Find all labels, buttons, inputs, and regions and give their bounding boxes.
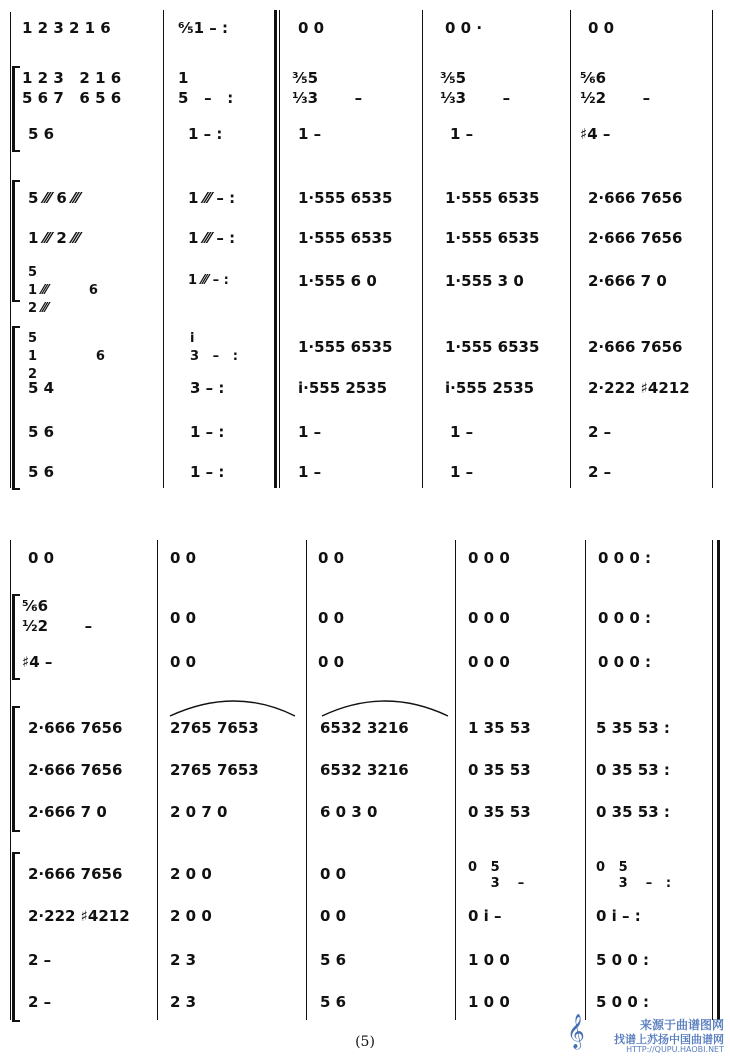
- measure: 1 5 – :: [178, 69, 234, 107]
- measure: 2·666 7656: [588, 189, 683, 207]
- measure: 2·222 ♯4212: [28, 907, 130, 925]
- watermark-line2: 找谱上苏扬中国曲谱网: [614, 1033, 724, 1046]
- measure: 2 0 0: [170, 907, 212, 925]
- measure: 0 0 0: [468, 609, 510, 627]
- measure: 1 –: [450, 125, 474, 143]
- measure: 5 4: [28, 379, 55, 397]
- measure: 2·666 7 0: [28, 803, 107, 821]
- staff-row: [0, 462, 730, 482]
- staff-row: [0, 330, 730, 382]
- measure: 2·666 7 0: [588, 272, 667, 290]
- measure: 1 –: [298, 463, 322, 481]
- staff-row: [0, 992, 730, 1012]
- measure: 1 ⁄⁄⁄ – :: [188, 273, 229, 288]
- measure: 1 –: [450, 423, 474, 441]
- measure: 2765 7653: [170, 719, 259, 737]
- staff-row: [0, 264, 730, 316]
- measure: 0 0 ·: [445, 19, 483, 37]
- measure: 0 35 53: [468, 761, 531, 779]
- measure: 1 2 3 2 1 6 5 6 7 6 5 6: [22, 69, 122, 107]
- measure: 5 0 0 :: [596, 993, 649, 1011]
- measure: 5 6: [320, 951, 347, 969]
- measure: 1 0 0: [468, 951, 510, 969]
- measure: 0 0 0 :: [598, 609, 651, 627]
- measure: 0 0: [298, 19, 325, 37]
- measure: 1 ⁄⁄⁄ – :: [188, 229, 236, 247]
- staff-row: [0, 124, 730, 144]
- staff-row: [0, 188, 730, 208]
- measure: 1 ⁄⁄⁄ 2 ⁄⁄⁄: [28, 229, 80, 247]
- watermark-line1: 来源于曲谱图网: [639, 1018, 724, 1032]
- measure: 3 – :: [190, 379, 225, 397]
- measure: 0 0: [170, 653, 197, 671]
- staff-row: [0, 68, 730, 108]
- measure: ³⁄₅5 ¹⁄₃3 –: [440, 69, 511, 107]
- staff-row: [0, 596, 730, 636]
- measure: 1·555 6535: [445, 229, 540, 247]
- measure: 5 0 0 :: [596, 951, 649, 969]
- measure: 0 0 0: [468, 653, 510, 671]
- measure: 2 –: [588, 423, 612, 441]
- measure: 1·555 3 0: [445, 272, 524, 290]
- staff-row: [0, 548, 730, 568]
- measure: 1 0 0: [468, 993, 510, 1011]
- watermark-url: HTTP://QUPU.HAOBI.NET: [626, 1045, 724, 1054]
- staff-row: [0, 906, 730, 926]
- measure: 6 0 3 0: [320, 803, 378, 821]
- measure: ⁵⁄₆6 ¹⁄₂2 –: [22, 597, 93, 635]
- measure: 2·666 7656: [588, 229, 683, 247]
- staff-row: [0, 760, 730, 780]
- staff-row: [0, 860, 730, 900]
- measure: 0 0: [170, 609, 197, 627]
- staff-row: [0, 652, 730, 672]
- measure: 5 1 6 2: [28, 331, 105, 382]
- measure: 0 0: [318, 609, 345, 627]
- measure: 1 – :: [190, 423, 225, 441]
- measure: 5 6: [28, 463, 55, 481]
- measure: 0 35 53: [468, 803, 531, 821]
- measure: 5 ⁄⁄⁄ 6 ⁄⁄⁄: [28, 189, 80, 207]
- measure: 0 0 0 :: [598, 653, 651, 671]
- measure: 1·555 6535: [445, 338, 540, 356]
- measure: 2 0 7 0: [170, 803, 228, 821]
- measure: 5 35 53 :: [596, 719, 670, 737]
- measure: 0 0 0 :: [598, 549, 651, 567]
- measure: ⁵⁄₆6 ¹⁄₂2 –: [580, 69, 651, 107]
- measure: i·555 2535: [445, 379, 535, 397]
- staff-row: [0, 422, 730, 442]
- measure: 6532 3216: [320, 719, 409, 737]
- measure: 1·555 6535: [298, 338, 393, 356]
- measure: 1·555 6535: [445, 189, 540, 207]
- measure: 2765 7653: [170, 761, 259, 779]
- measure: 5 6: [28, 125, 55, 143]
- measure: 0 0: [588, 19, 615, 37]
- slur: [322, 701, 448, 716]
- measure: 2 –: [588, 463, 612, 481]
- measure: i·555 2535: [298, 379, 388, 397]
- measure: 2 3: [170, 951, 197, 969]
- measure: 1 35 53: [468, 719, 531, 737]
- staff-row: [0, 18, 730, 38]
- measure: 0 5 3 – :: [596, 860, 672, 891]
- staff-row: [0, 228, 730, 248]
- staff-row: [0, 718, 730, 738]
- measure: 1·555 6 0: [298, 272, 377, 290]
- measure: ³⁄₅5 ¹⁄₃3 –: [292, 69, 363, 107]
- measure: 5 6: [28, 423, 55, 441]
- measure: 5 1 ⁄⁄⁄ 6 2 ⁄⁄⁄: [28, 265, 98, 316]
- measure: 1 ⁄⁄⁄ – :: [188, 189, 236, 207]
- measure: 0 i – :: [596, 907, 641, 925]
- measure: 2·222 ♯4212: [588, 379, 690, 397]
- measure: ⁶⁄₅1 – :: [178, 19, 229, 37]
- staff-row: [0, 378, 730, 398]
- measure: 0 0: [320, 907, 347, 925]
- measure: 1·555 6535: [298, 189, 393, 207]
- measure: 2 0 0: [170, 865, 212, 883]
- measure: 2 3: [170, 993, 197, 1011]
- measure: 0 i –: [468, 907, 502, 925]
- measure: 1 –: [298, 125, 322, 143]
- measure: 1 –: [450, 463, 474, 481]
- measure: 0 35 53 :: [596, 761, 670, 779]
- measure: 2·666 7656: [588, 338, 683, 356]
- measure: 0 0: [318, 549, 345, 567]
- staff-row: [0, 950, 730, 970]
- measure: 1 –: [298, 423, 322, 441]
- measure: 2·666 7656: [28, 761, 123, 779]
- measure: 6532 3216: [320, 761, 409, 779]
- measure: i 3 – :: [190, 331, 238, 364]
- measure: 0 0: [318, 653, 345, 671]
- measure: 2 –: [28, 993, 52, 1011]
- measure: ♯4 –: [580, 125, 611, 143]
- measure: 2·666 7656: [28, 719, 123, 737]
- measure: 1 – :: [188, 125, 223, 143]
- measure: 1 2 3 2 1 6: [22, 19, 111, 37]
- measure: 0 0: [320, 865, 347, 883]
- measure: 0 0: [28, 549, 55, 567]
- staff-row: [0, 802, 730, 822]
- measure: 2·666 7656: [28, 865, 123, 883]
- treble-clef-logo-icon: 𝄞: [567, 1014, 585, 1049]
- measure: 0 0 0: [468, 549, 510, 567]
- measure: 5 6: [320, 993, 347, 1011]
- measure: 0 5 3 –: [468, 860, 525, 891]
- measure: 0 0: [170, 549, 197, 567]
- measure: 1·555 6535: [298, 229, 393, 247]
- page-number: (5): [355, 1034, 375, 1050]
- measure: 2 –: [28, 951, 52, 969]
- measure: 0 35 53 :: [596, 803, 670, 821]
- slur: [170, 701, 295, 716]
- measure: 1 – :: [190, 463, 225, 481]
- measure: ♯4 –: [22, 653, 53, 671]
